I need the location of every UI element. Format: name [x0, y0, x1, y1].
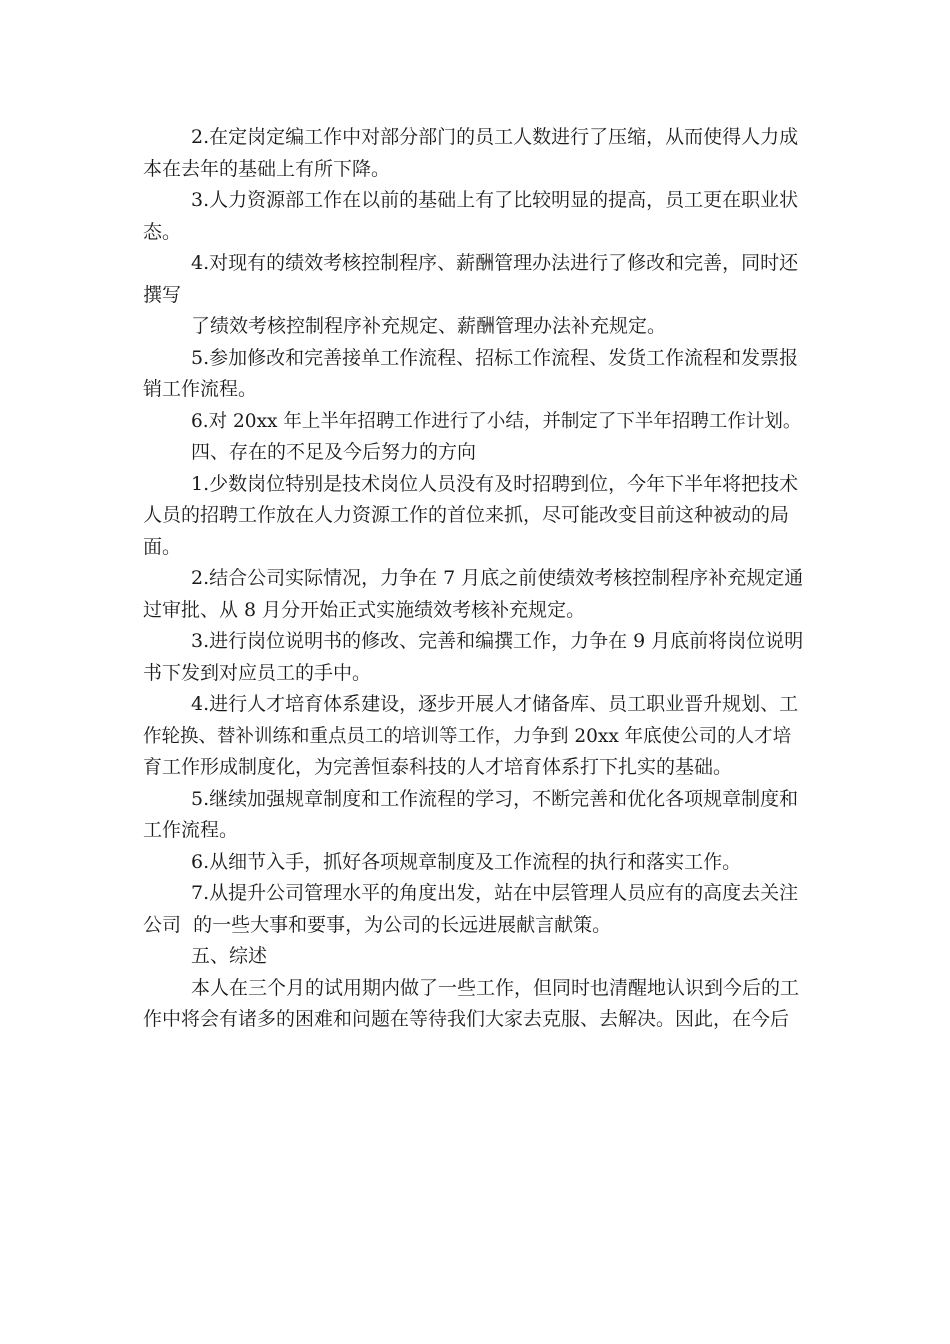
paragraph-line: 本在去年的基础上有所下降。 [143, 157, 391, 180]
section-heading: 五、综述 [191, 945, 268, 967]
paragraph-line: 态。 [143, 220, 182, 243]
paragraph-line: 本人在三个月的试用期内做了一些工作，但同时也清醒地认识到今后的工 [191, 976, 800, 999]
paragraph-line: 2.在定岗定编工作中对部分部门的员工人数进行了压缩，从而使得人力成 [191, 126, 799, 148]
paragraph-line: 工作流程。 [143, 819, 239, 841]
paragraph-line: 6.从细节入手，抓好各项规章制度及工作流程的执行和落实工作。 [191, 850, 742, 873]
paragraph-line: 公司 的一些大事和要事，为公司的长远进展献言献策。 [143, 913, 612, 936]
paragraph-line: 3.人力资源部工作在以前的基础上有了比较明显的提高，员工更在职业状 [191, 189, 799, 211]
paragraph-line: 作轮换、替补训练和重点员工的培训等工作，力争到 20xx 年底使公司的人才培 [143, 725, 792, 747]
paragraph-line: 1.少数岗位特别是技术岗位人员没有及时招聘到位，今年下半年将把技术 [191, 472, 799, 495]
paragraph-line: 人员的招聘工作放在人力资源工作的首位来抓，尽可能改变目前这种被动的局 [143, 504, 790, 526]
paragraph-line: 面。 [143, 535, 182, 558]
paragraph-line: 7.从提升公司管理水平的角度出发，站在中层管理人员应有的高度去关注 [191, 882, 799, 904]
section-heading: 四、存在的不足及今后努力的方向 [191, 441, 477, 463]
paragraph-line: 作中将会有诸多的困难和问题在等待我们大家去克服、去解决。因此，在今后 [143, 1008, 790, 1030]
paragraph-line: 育工作形成制度化，为完善恒泰科技的人才培育体系打下扎实的基础。 [143, 756, 733, 778]
paragraph-line: 6.对 20xx 年上半年招聘工作进行了小结，并制定了下半年招聘工作计划。 [191, 410, 802, 432]
document-body [143, 122, 808, 1036]
paragraph-line: 了绩效考核控制程序补充规定、薪酬管理办法补充规定。 [191, 315, 667, 337]
paragraph-line: 撰写 [143, 283, 182, 306]
paragraph-line: 过审批、从 8 月分开始正式实施绩效考核补充规定。 [143, 598, 586, 621]
paragraph-line: 4.进行人才培育体系建设，逐步开展人才储备库、员工职业晋升规划、工 [191, 693, 799, 715]
paragraph-line: 书下发到对应员工的手中。 [143, 661, 372, 684]
paragraph-line: 5.继续加强规章制度和工作流程的学习，不断完善和优化各项规章制度和 [191, 787, 799, 810]
paragraph-line: 销工作流程。 [143, 378, 258, 400]
paragraph-line: 3.进行岗位说明书的修改、完善和编撰工作，力争在 9 月底前将岗位说明 [191, 630, 804, 652]
paragraph-line: 5.参加修改和完善接单工作流程、招标工作流程、发货工作流程和发票报 [191, 346, 799, 369]
paragraph-line: 2.结合公司实际情况，力争在 7 月底之前使绩效考核控制程序补充规定通 [191, 567, 804, 589]
paragraph-line: 4.对现有的绩效考核控制程序、薪酬管理办法进行了修改和完善，同时还 [191, 252, 799, 274]
